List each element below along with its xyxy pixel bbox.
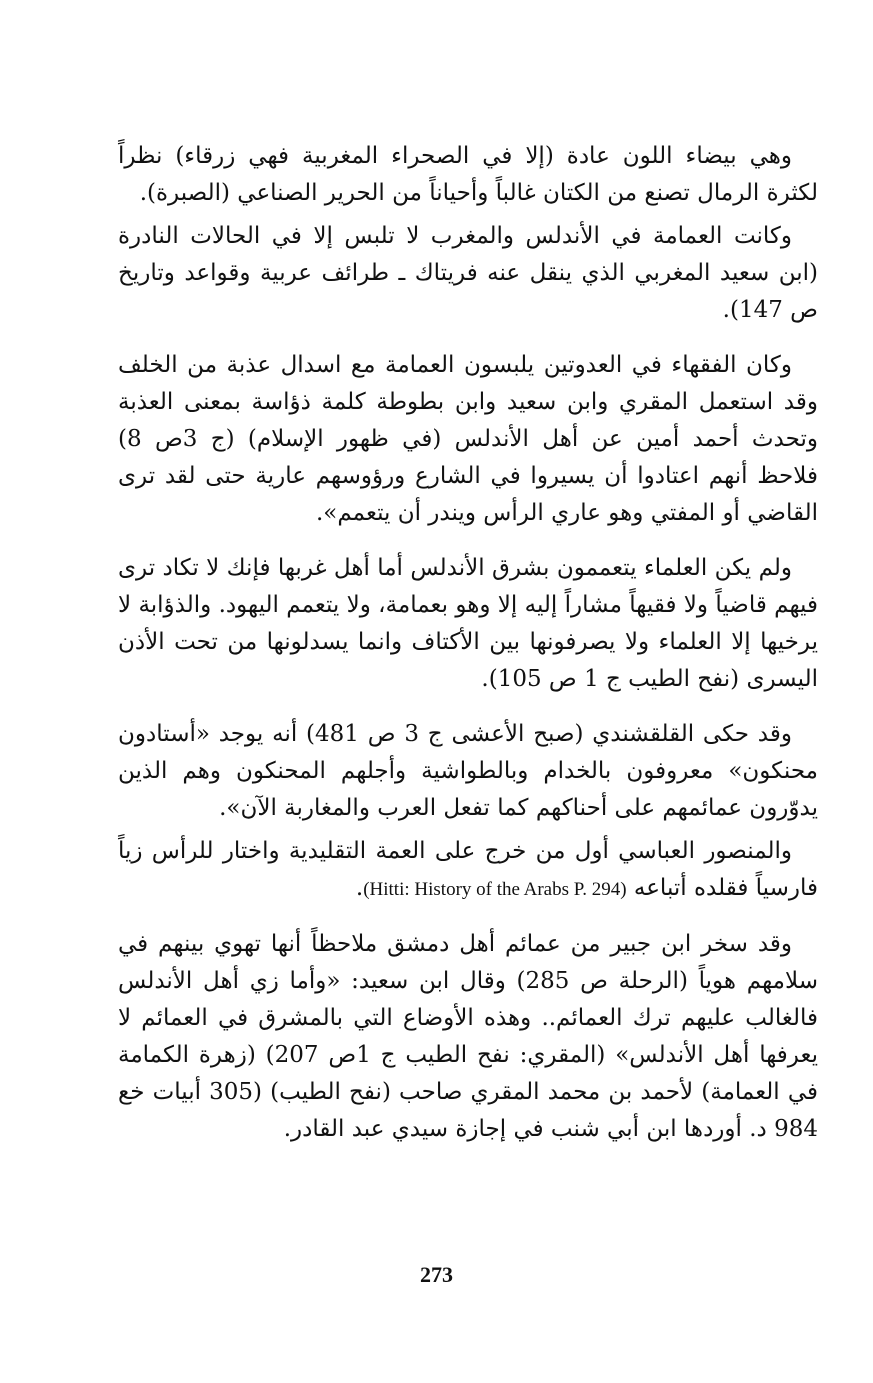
paragraph-6	[118, 833, 818, 908]
paragraph-4: ولم يكن العلماء يتعممون بشرق الأندلس أما أهل غربها فإنك لا تكاد ترى فيهم قاضياً ولا فقيهاً مشاراً إليه إلا وهو بعمامة، ولا يتعمم اليهود. والذؤابة لا يرخيها إلا العلماء ولا يصرفونها بين الأكتاف وانما يسدلونها من تحت الأذن اليسرى (نفح الطيب ج 1 ص 105).	[118, 555, 818, 692]
paragraph-6-tail: .	[355, 875, 364, 901]
paragraph-2: وكانت العمامة في الأندلس والمغرب لا تلبس إلا في الحالات النادرة (ابن سعيد المغربي الذي ينقل عنه فريتاك ـ طرائف عربية وقواعد وتاريخ ص 147).	[118, 223, 818, 323]
paragraph-6-text: والمنصور العباسي أول من خرج على العمة التقليدية واختار للرأس زياً فارسياً فقلده أتباعه	[118, 838, 818, 901]
page-number: 273	[420, 1262, 453, 1287]
paragraph-5: وقد حكى القلقشندي (صبح الأعشى ج 3 ص 481) أنه يوجد «أستادون محنكون» معروفون بالخدام وبالطواشية وأجلهم المحنكون وهم الذين يدوّرون عمائمهم على أحناكهم كما تفعل العرب والمغاربة الآن».	[118, 721, 818, 821]
paragraph-3: وكان الفقهاء في العدوتين يلبسون العمامة مع اسدال عذبة من الخلف وقد استعمل المقري وابن سعيد وابن بطوطة كلمة ذؤاسة بمعنى العذبة وتحدث أحمد أمين عن أهل الأندلس (في ظهور الإسلام) (ج 3ص 8) فلاحظ أنهم اعتادوا أن يسيروا في الشارع ورؤوسهم عارية حتى لقد ترى القاضي أو المفتي وهو عاري الرأس ويندر أن يتعمم».	[118, 352, 818, 526]
paragraph-6-citation: (Hitti: History of the Arabs P. 294)	[363, 879, 627, 900]
body-text	[118, 138, 818, 1148]
paragraph-1: وهي بيضاء اللون عادة (إلا في الصحراء المغربية فهي زرقاء) نظراً لكثرة الرمال تصنع من الكتان غالباً وأحياناً من الحرير الصناعي (الصبرة).	[118, 143, 818, 206]
paragraph-7: وقد سخر ابن جبير من عمائم أهل دمشق ملاحظاً أنها تهوي بينهم في سلامهم هوياً (الرحلة ص 285) وقال ابن سعيد: «وأما زي أهل الأندلس فالغالب عليهم ترك العمائم.. وهذه الأوضاع التي بالمشرق في العمائم لا يعرفها أهل الأندلس» (المقري: نفح الطيب ج 1ص 207) (زهرة الكمامة في العمامة) لأحمد بن محمد المقري صاحب (نفح الطيب) (305 أبيات خع 984 د. أوردها ابن أبي شنب في إجازة سيدي عبد القادر.	[118, 931, 818, 1142]
